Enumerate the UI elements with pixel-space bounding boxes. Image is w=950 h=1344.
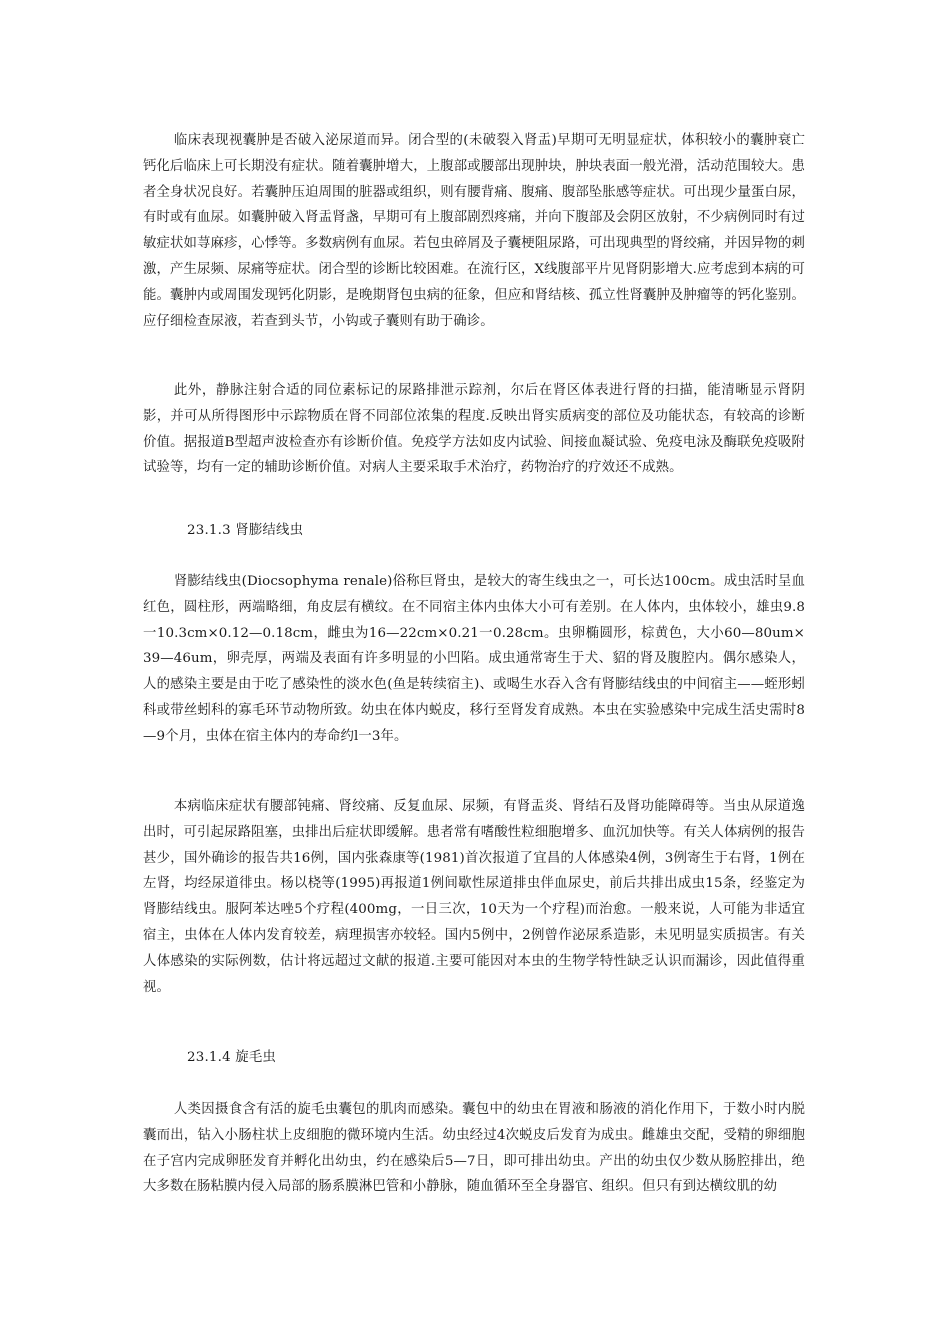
paragraph-dioctophyma-clinical	[143, 794, 805, 1000]
paragraph-clinical-manifestations	[143, 128, 805, 334]
paragraph-trichinella-lifecycle	[143, 1097, 805, 1200]
paragraph-text: 本病临床症状有腰部钝痛、肾绞痛、反复血尿、尿频，有肾盂炎、肾结石及肾功能障碍等。当虫从尿道逸出时，可引起尿路阻塞，虫排出后症状即缓解。患者常有嗜酸性粒细胞增多、血沉加快等。有关人体病例的报告甚少，国外确诊的报告共16例，国内张森康等(1981)首次报道了宜昌的人体感染4例，3例寄生于右肾，1例在左肾，均经尿道徘虫。杨以桡等(1995)再报道1例间歇性尿道排虫伴血尿史，前后共排出成虫15条，经鉴定为肾膨结线虫。服阿苯达唑5个疗程(400mg，一日三次，10天为一个疗程)而治愈。一般来说，人可能为非适宜宿主，虫体在人体内发育较差，病理损害亦较轻。国内5例中，2例曾作泌尿系造影，未见明显实质损害。有关人体感染的实际例数，估计将远超过文献的报道.主要可能因对本虫的生物学特性缺乏认识而漏诊，因此值得重视。	[143, 799, 805, 995]
heading-text: 23.1.4 旋毛虫	[187, 1050, 277, 1065]
section-heading-dioctophyma	[143, 518, 805, 544]
section-heading-trichinella	[143, 1045, 805, 1071]
heading-text: 23.1.3 肾膨结线虫	[187, 523, 304, 538]
paragraph-text: 临床表现视囊肿是否破入泌尿道而异。闭合型的(未破裂入肾盂)早期可无明显症状，体积较小的囊肿衰亡钙化后临床上可长期没有症状。随着囊肿增大，上腹部或腰部出现肿块，肿块表面一般光滑，活动范围较大。患者全身状况良好。若囊肿压迫周围的脏器或组织，则有腰背痛、腹痛、腹部坠胀感等症状。可出现少量蛋白尿，有时或有血尿。如囊肿破入肾盂肾盏，早期可有上腹部剧烈疼痛，并向下腹部及会阴区放射，不少病例同时有过敏症状如荨麻疹，心悸等。多数病例有血尿。若包虫碎屑及子囊梗阻尿路，可出现典型的肾绞痛，并因异物的刺激，产生尿频、尿痛等症状。闭合型的诊断比较困难。在流行区，X线腹部平片见肾阴影增大.应考虑到本病的可能。囊肿内或周围发现钙化阴影，是晚期肾包虫病的征象，但应和肾结核、孤立性肾囊肿及肿瘤等的钙化鉴别。应仔细检查尿液，若查到头节，小钩或子囊则有助于确诊。	[143, 133, 805, 329]
paragraph-text: 肾膨结线虫(Diocsophyma renale)俗称巨肾虫，是较大的寄生线虫之一，可长达100cm。成虫活时呈血红色，圆柱形，两端略细，角皮层有横纹。在不同宿主体内虫体大小可有差别。在人体内，虫体较小，雄虫9.8一10.3cm×0.12—0.18cm，雌虫为16—22cm×0.21一0.28cm。虫卵椭圆形，棕黄色，大小60—80um× 39—46um，卵壳厚，两端及表面有许多明显的小凹陷。成虫通常寄生于犬、貂的肾及腹腔内。偶尔感染人，人的感染主要是由于吃了感染性的淡水色(鱼是转续宿主)、或喝生水吞入含有肾膨结线虫的中间宿主——蛭形蚓科或带丝蚓科的寡毛环节动物所致。幼虫在体内蜕皮，移行至肾发育成熟。本虫在实验感染中完成生活史需时8—9个月，虫体在宿主体内的寿命约l一3年。	[143, 574, 805, 744]
paragraph-text: 此外，静脉注射合适的同位素标记的尿路排泄示踪剂，尔后在肾区体表进行肾的扫描，能清晰显示肾阴影，并可从所得图形中示踪物质在肾不同部位浓集的程度.反映出肾实质病变的部位及功能状态，有较高的诊断价值。据报道B型超声波检查亦有诊断价值。免疫学方法如皮内试验、间接血凝试验、免疫电泳及酶联免疫吸附试验等，均有一定的辅助诊断价值。对病人主要采取手术治疗，药物治疗的疗效还不成熟。	[143, 383, 805, 476]
paragraph-dioctophyma-description	[143, 569, 805, 750]
paragraph-text: 人类因摄食含有活的旋毛虫囊包的肌肉而感染。囊包中的幼虫在胃液和肠液的消化作用下，于数小时内脱囊而出，钻入小肠柱状上皮细胞的微环境内生活。幼虫经过4次蜕皮后发育为成虫。雌雄虫交配，受精的卵细胞在子宫内完成卵胚发育并孵化出幼虫，约在感染后5—7日，即可排出幼虫。产出的幼虫仅少数从肠腔排出，绝大多数在肠粘膜内侵入局部的肠系膜淋巴管和小静脉，随血循环至全身器官、组织。但只有到达横纹肌的幼	[143, 1102, 805, 1195]
paragraph-diagnosis-methods	[143, 378, 805, 481]
